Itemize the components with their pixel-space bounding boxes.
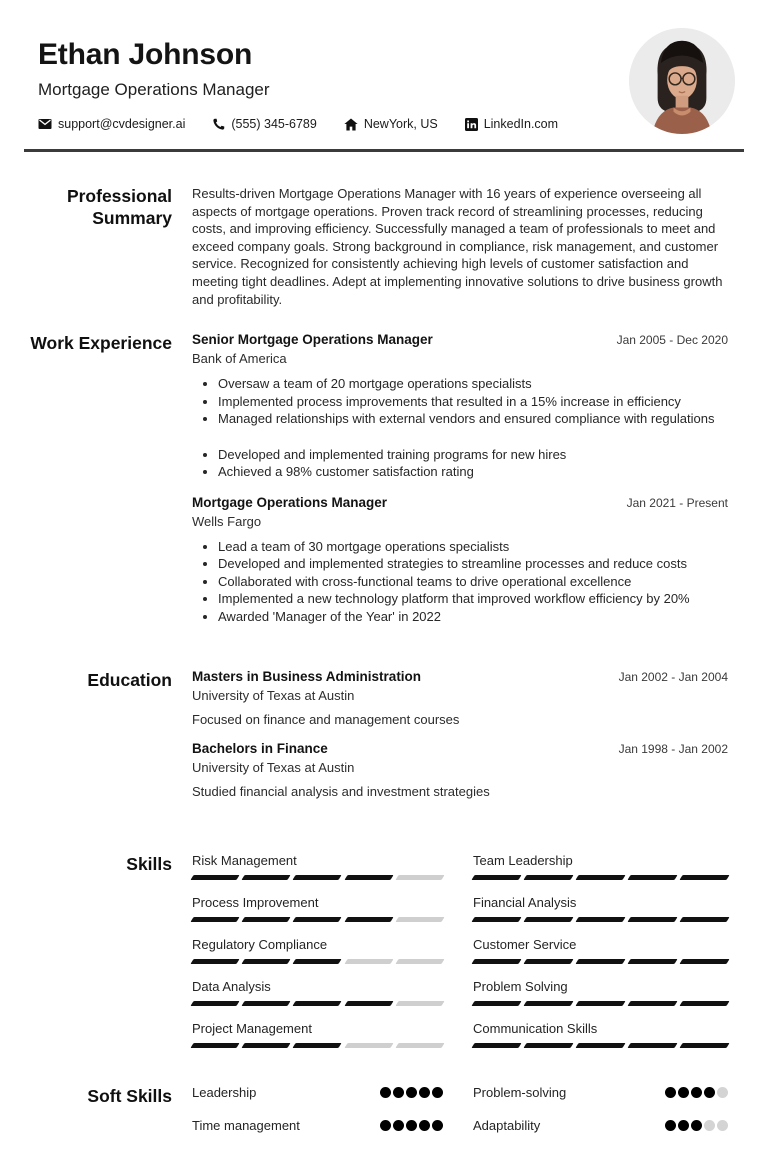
skill-item bbox=[473, 937, 728, 964]
meter-segment bbox=[627, 1001, 677, 1006]
profile-photo-illustration bbox=[629, 28, 735, 134]
meter-segment bbox=[523, 1001, 573, 1006]
resume-header bbox=[0, 0, 768, 131]
linkedin-icon bbox=[465, 118, 478, 131]
meter-segment bbox=[242, 1001, 291, 1006]
skill-item bbox=[473, 895, 728, 922]
meter-dot bbox=[665, 1087, 676, 1098]
skill-name: Process Improvement bbox=[192, 895, 319, 911]
meter-segment bbox=[523, 917, 573, 922]
section-soft-skills bbox=[0, 1085, 728, 1151]
skill-name: Problem Solving bbox=[473, 979, 568, 995]
job-company: Wells Fargo bbox=[192, 513, 262, 529]
job-header bbox=[192, 332, 728, 347]
meter-dot bbox=[432, 1120, 443, 1131]
contact-location bbox=[344, 117, 438, 131]
job-bullet-list bbox=[192, 538, 728, 626]
meter-segment bbox=[344, 959, 393, 964]
meter-segment bbox=[344, 875, 393, 880]
meter-dot bbox=[393, 1087, 404, 1098]
soft-skill-name: Adaptability bbox=[473, 1118, 541, 1134]
meter-segment bbox=[344, 1001, 393, 1006]
job-title: Senior Mortgage Operations Manager bbox=[192, 332, 433, 348]
education-entries bbox=[192, 669, 728, 813]
job-bullet: • Implemented a new technology platform that improved workflow efficiency by 20% bbox=[218, 590, 728, 608]
meter-dot bbox=[419, 1087, 430, 1098]
job-header bbox=[192, 495, 728, 510]
skill-meter bbox=[473, 1043, 728, 1048]
profile-photo bbox=[629, 28, 735, 134]
meter-segment bbox=[679, 1043, 729, 1048]
meter-dot bbox=[419, 1120, 430, 1131]
soft-skills-grid bbox=[192, 1085, 728, 1151]
soft-skill-meter bbox=[380, 1087, 443, 1098]
resume-body bbox=[0, 152, 768, 1175]
meter-segment bbox=[679, 875, 729, 880]
degree-school: University of Texas at Austin bbox=[192, 688, 355, 704]
skill-meter bbox=[473, 917, 728, 922]
meter-dot bbox=[678, 1120, 689, 1131]
meter-dot bbox=[380, 1087, 391, 1098]
meter-segment bbox=[471, 959, 521, 964]
meter-segment bbox=[190, 1001, 239, 1006]
person-name: Ethan Johnson bbox=[38, 38, 253, 71]
skill-item bbox=[192, 937, 443, 964]
job-bullet: • Achieved a 98% customer satisfaction rating bbox=[218, 463, 728, 481]
soft-skill-item bbox=[192, 1085, 443, 1100]
skill-meter bbox=[192, 1001, 443, 1006]
meter-dot bbox=[704, 1087, 715, 1098]
degree-header bbox=[192, 669, 728, 684]
section-work-experience bbox=[0, 332, 728, 639]
meter-segment bbox=[190, 917, 239, 922]
skill-meter bbox=[192, 1043, 443, 1048]
section-label-soft-skills: Soft Skills bbox=[87, 1086, 172, 1107]
home-icon bbox=[344, 118, 358, 131]
meter-dot bbox=[665, 1120, 676, 1131]
meter-segment bbox=[242, 959, 291, 964]
job-entry bbox=[192, 332, 728, 481]
meter-segment bbox=[395, 959, 444, 964]
degree-dates: Jan 2002 - Jan 2004 bbox=[618, 670, 728, 685]
skill-name: Risk Management bbox=[192, 853, 297, 869]
work-entries bbox=[192, 332, 728, 639]
meter-segment bbox=[471, 1043, 521, 1048]
meter-segment bbox=[679, 917, 729, 922]
skill-name: Data Analysis bbox=[192, 979, 271, 995]
skill-name: Regulatory Compliance bbox=[192, 937, 328, 953]
contact-row bbox=[38, 117, 732, 131]
skill-meter bbox=[473, 875, 728, 880]
skill-name: Project Management bbox=[192, 1021, 312, 1037]
meter-segment bbox=[190, 959, 239, 964]
job-entry bbox=[192, 495, 728, 626]
meter-segment bbox=[627, 917, 677, 922]
degree-dates: Jan 1998 - Jan 2002 bbox=[618, 742, 728, 757]
meter-segment bbox=[242, 917, 291, 922]
degree-entry bbox=[192, 741, 728, 799]
meter-segment bbox=[627, 1043, 677, 1048]
degree-description: Focused on finance and management courses bbox=[192, 712, 460, 728]
skill-name: Customer Service bbox=[473, 937, 577, 953]
degree-entry bbox=[192, 669, 728, 727]
meter-segment bbox=[627, 959, 677, 964]
meter-dot bbox=[380, 1120, 391, 1131]
skill-item bbox=[192, 1021, 443, 1048]
meter-segment bbox=[523, 1043, 573, 1048]
job-bullet: • Developed and implemented strategies to streamline processes and reduce costs bbox=[218, 555, 728, 573]
soft-skill-item bbox=[473, 1118, 728, 1133]
skill-item bbox=[473, 853, 728, 880]
meter-segment bbox=[293, 875, 342, 880]
meter-segment bbox=[575, 959, 625, 964]
job-title: Mortgage Operations Manager bbox=[192, 494, 388, 510]
skills-grid bbox=[192, 853, 728, 1063]
contact-email[interactable] bbox=[38, 117, 185, 131]
contact-linkedin[interactable] bbox=[465, 117, 558, 131]
meter-dot bbox=[704, 1120, 715, 1131]
meter-dot bbox=[678, 1087, 689, 1098]
meter-segment bbox=[575, 917, 625, 922]
meter-segment bbox=[293, 959, 342, 964]
meter-segment bbox=[293, 917, 342, 922]
soft-skill-meter bbox=[665, 1120, 728, 1131]
soft-skill-item bbox=[473, 1085, 728, 1100]
meter-segment bbox=[575, 1043, 625, 1048]
degree-school: University of Texas at Austin bbox=[192, 760, 355, 776]
contact-location-text: NewYork, US bbox=[363, 117, 438, 131]
skill-meter bbox=[192, 959, 443, 964]
meter-segment bbox=[395, 917, 444, 922]
meter-segment bbox=[523, 959, 573, 964]
job-dates: Jan 2021 - Present bbox=[626, 495, 728, 510]
section-professional-summary bbox=[0, 185, 728, 308]
meter-segment bbox=[190, 1043, 239, 1048]
section-label-summary: Professional Summary bbox=[66, 186, 172, 228]
meter-segment bbox=[471, 917, 521, 922]
meter-segment bbox=[471, 1001, 521, 1006]
meter-dot bbox=[717, 1120, 728, 1131]
skill-meter bbox=[473, 959, 728, 964]
skill-item bbox=[473, 979, 728, 1006]
meter-dot bbox=[717, 1087, 728, 1098]
meter-segment bbox=[293, 1043, 342, 1048]
job-bullet: • Implemented process improvements that resulted in a 15% increase in efficiency bbox=[218, 393, 728, 411]
soft-skill-name: Problem-solving bbox=[473, 1085, 567, 1101]
degree-description: Studied financial analysis and investment strategies bbox=[192, 784, 490, 800]
meter-segment bbox=[395, 1043, 444, 1048]
job-bullet: • Lead a team of 30 mortgage operations specialists bbox=[218, 538, 728, 556]
job-bullet: • Developed and implemented training programs for new hires bbox=[218, 446, 728, 464]
section-skills bbox=[0, 853, 728, 1063]
job-bullet-list bbox=[192, 375, 728, 481]
person-job-title: Mortgage Operations Manager bbox=[38, 80, 270, 99]
skill-meter bbox=[192, 917, 443, 922]
degree-title: Bachelors in Finance bbox=[192, 741, 328, 757]
meter-segment bbox=[471, 875, 521, 880]
job-bullet: • Collaborated with cross-functional teams to drive operational excellence bbox=[218, 573, 728, 591]
skill-name: Communication Skills bbox=[473, 1021, 598, 1037]
section-label-skills: Skills bbox=[126, 854, 172, 875]
soft-skill-meter bbox=[380, 1120, 443, 1131]
degree-title: Masters in Business Administration bbox=[192, 669, 422, 685]
soft-skill-name: Time management bbox=[192, 1118, 300, 1134]
contact-email-text: support@cvdesigner.ai bbox=[58, 117, 186, 131]
skill-name: Team Leadership bbox=[473, 853, 573, 869]
meter-dot bbox=[406, 1120, 417, 1131]
meter-segment bbox=[395, 1001, 444, 1006]
phone-icon bbox=[212, 118, 225, 131]
meter-segment bbox=[242, 875, 291, 880]
job-bullet: • Managed relationships with external vendors and ensured compliance with regulations bbox=[218, 410, 728, 428]
job-bullet: • Oversaw a team of 20 mortgage operations specialists bbox=[218, 375, 728, 393]
meter-segment bbox=[523, 875, 573, 880]
section-label-education: Education bbox=[87, 670, 172, 691]
contact-phone[interactable] bbox=[212, 117, 316, 131]
meter-segment bbox=[679, 1001, 729, 1006]
skill-item bbox=[192, 853, 443, 880]
meter-dot bbox=[406, 1087, 417, 1098]
soft-skill-item bbox=[192, 1118, 443, 1133]
meter-dot bbox=[691, 1087, 702, 1098]
meter-dot bbox=[432, 1087, 443, 1098]
meter-dot bbox=[393, 1120, 404, 1131]
job-company: Bank of America bbox=[192, 351, 287, 367]
skill-item bbox=[192, 895, 443, 922]
skill-name: Financial Analysis bbox=[473, 895, 577, 911]
summary-text: Results-driven Mortgage Operations Manager with 16 years of experience overseeing all aspects of mortgage operations. Proven track record of streamlining processes, reducing costs, and improving efficiency. Successfully managed a team of professionals to meet and exceed company goals. Strong background in compliance, risk management, and customer service. Recognized for consistently achieving high levels of customer satisfaction and meeting tight deadlines. Adept at implementing innovative solutions to drive business growth and profitability. bbox=[192, 186, 723, 307]
skill-meter bbox=[473, 1001, 728, 1006]
skill-item bbox=[473, 1021, 728, 1048]
skill-item bbox=[192, 979, 443, 1006]
degree-header bbox=[192, 741, 728, 756]
soft-skill-meter bbox=[665, 1087, 728, 1098]
section-label-work: Work Experience bbox=[30, 333, 172, 354]
meter-dot bbox=[691, 1120, 702, 1131]
meter-segment bbox=[575, 875, 625, 880]
meter-segment bbox=[395, 875, 444, 880]
meter-segment bbox=[679, 959, 729, 964]
contact-linkedin-text: LinkedIn.com bbox=[483, 117, 559, 131]
skill-meter bbox=[192, 875, 443, 880]
contact-phone-text: (555) 345-6789 bbox=[231, 117, 317, 131]
meter-segment bbox=[344, 917, 393, 922]
meter-segment bbox=[344, 1043, 393, 1048]
meter-segment bbox=[293, 1001, 342, 1006]
meter-segment bbox=[190, 875, 239, 880]
meter-segment bbox=[627, 875, 677, 880]
job-bullet: • Awarded 'Manager of the Year' in 2022 bbox=[218, 608, 728, 626]
email-icon bbox=[38, 117, 52, 131]
meter-segment bbox=[575, 1001, 625, 1006]
job-dates: Jan 2005 - Dec 2020 bbox=[616, 333, 728, 348]
soft-skill-name: Leadership bbox=[192, 1085, 257, 1101]
meter-segment bbox=[242, 1043, 291, 1048]
section-education bbox=[0, 669, 728, 813]
